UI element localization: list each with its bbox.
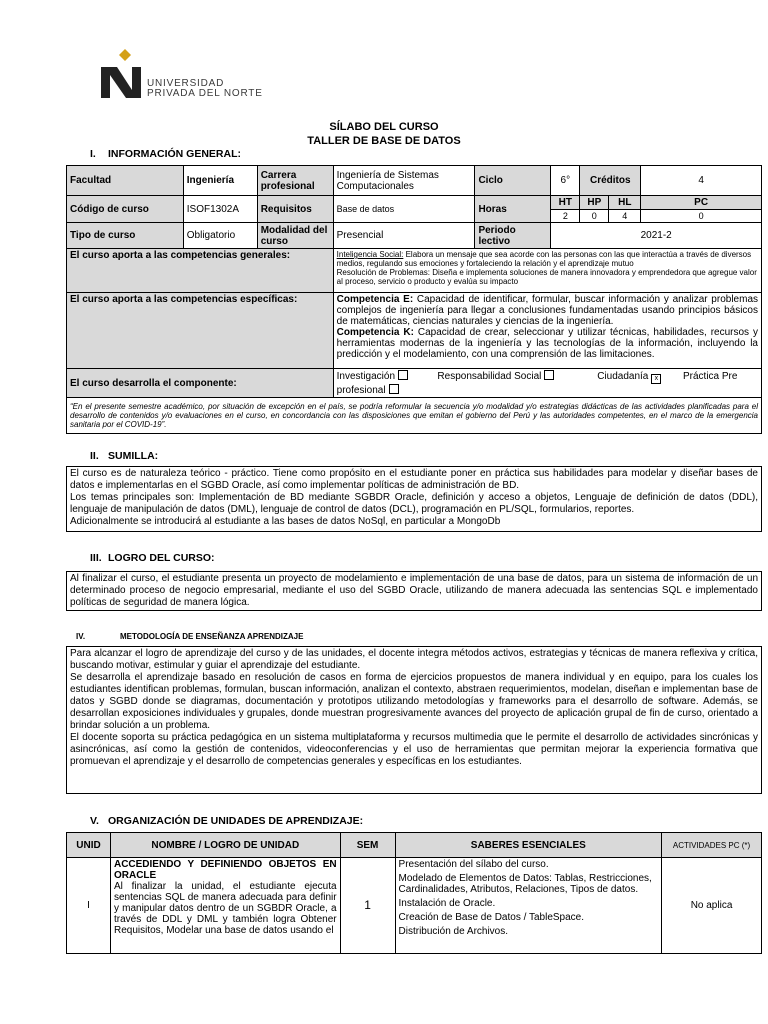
row1-nombre	[110, 858, 340, 954]
metodologia-p3: El docente soporta su práctica pedagógica en un sistema multiplataforma y recursos multimedia que le permite el desarrollo de actividades sincrónicas y asincrónicas, así como la gestión de contenidos, videoconferencias y el uso de herramientas que permitan mejorar la experiencia formativa que promuevan el aprendizaje y el desarrollo de competencias generales y específicas en los estudiantes.	[70, 732, 758, 767]
ciclo-value: 6°	[551, 166, 580, 196]
option-ciudadania[interactable]: Ciudadanía x	[597, 371, 680, 384]
logro-box	[66, 571, 762, 611]
creditos-value: 4	[641, 166, 762, 196]
col-saberes: SABERES ESENCIALES	[395, 833, 662, 858]
sumilla-p1: El curso es de naturaleza teórico - práctico. Tiene como propósito en el estudiante poner en práctica sus habilidades para modelar y diseñar bases de datos e implementarlas en el SGBD Oracle, así como implementar políticas de administración de BD.	[70, 468, 758, 491]
comp-e-text: Capacidad de identificar, formular, buscar información y analizar problemas complejos de ingeniería para llegar a conclusiones fundamentadas usando principios básicos de matemáticas, ciencias naturales y ciencias de la ingeniería.	[336, 294, 759, 327]
componente-label: El curso desarrolla el componente:	[67, 369, 334, 398]
checkbox-investigacion[interactable]	[398, 370, 408, 380]
row1-sem: 1	[340, 858, 395, 954]
sumilla-p2: Los temas principales son: Implementación de BD mediante SGBDR Oracle, definición y acceso a objetos, Lenguaje de definición de datos (DDL), lenguaje de manipulación de datos (DML), lenguaje de control de datos (DCL), programación en PL/SQL, formularios, reportes.	[70, 492, 758, 515]
col-actividades: ACTIVIDADES PC (*)	[662, 833, 762, 858]
ht-value: 2	[551, 210, 580, 223]
list-item: Creación de Base de Datos / TableSpace.	[398, 912, 585, 923]
section-3-heading: III. LOGRO DEL CURSO:	[90, 552, 215, 564]
option-responsabilidad[interactable]: Responsabilidad Social	[437, 370, 594, 382]
horas-label: Horas	[475, 196, 551, 223]
comp-k-text: Capacidad de crear, seleccionar y utilizar técnicas, habilidades, recursos y herramientas modernas de la ingeniería y las tecnologías de la información, incluyendo la predicción y el modelamiento, con una comprensión de las limitaciones.	[336, 327, 759, 360]
section-1-heading: I. INFORMACIÓN GENERAL:	[90, 148, 241, 160]
checkbox-practica[interactable]	[389, 384, 399, 394]
requisitos-value: Base de datos	[333, 196, 475, 223]
section-2-heading: II. SUMILLA:	[90, 450, 159, 462]
comp-gen-1-title: Inteligencia Social:	[336, 250, 404, 259]
comp-gen-2-title: Resolución de Problemas:	[336, 268, 431, 277]
comp-esp-cell	[333, 293, 761, 369]
comp-gen-label: El curso aporta a las competencias generales:	[67, 249, 334, 293]
logo-line-1: UNIVERSIDAD	[147, 78, 225, 89]
requisitos-label: Requisitos	[257, 196, 333, 223]
hl-value: 4	[609, 210, 641, 223]
comp-gen-2-text: Diseña e implementa soluciones de manera innovadora y emprendedora que agregue valor al proceso, servicio o producto y evalúa su impacto	[336, 268, 757, 286]
option-investigacion[interactable]: Investigación	[337, 370, 435, 382]
general-info-table	[66, 165, 762, 434]
hl-label: HL	[609, 196, 641, 210]
ht-label: HT	[551, 196, 580, 210]
comp-gen-cell	[333, 249, 761, 293]
modalidad-value: Presencial	[333, 223, 475, 249]
creditos-label: Créditos	[580, 166, 641, 196]
metodologia-p1: Para alcanzar el logro de aprendizaje del curso y de las unidades, el docente integra métodos activos, estrategias y técnicas de manera reflexiva y crítica, buscando motivar, estimular y guiar el aprendizaje del estudiante.	[70, 648, 758, 671]
table-row	[67, 858, 762, 954]
document-title: SÍLABO DEL CURSO	[329, 121, 439, 133]
facultad-value: Ingeniería	[183, 166, 257, 196]
checkbox-responsabilidad[interactable]	[544, 370, 554, 380]
section-5-heading: V. ORGANIZACIÓN DE UNIDADES DE APRENDIZAJE:	[90, 815, 364, 827]
row1-text: Al finalizar la unidad, el estudiante ejecuta sentencias SQL de manera adecuada para definir y manipular datos dentro de un SGBDR Oracle, a través de DDL y DML y también logra Obtener Requisitos, Modelar una base de datos usando el	[113, 881, 337, 936]
col-nombre: NOMBRE / LOGRO DE UNIDAD	[110, 833, 340, 858]
course-title: TALLER DE BASE DE DATOS	[307, 135, 461, 147]
col-unid: UNID	[67, 833, 111, 858]
metodologia-box	[66, 646, 762, 794]
periodo-label: Periodo lectivo	[475, 223, 551, 249]
modalidad-label: Modalidad del curso	[257, 223, 333, 249]
pc-value: 0	[641, 210, 762, 223]
tipo-label: Tipo de curso	[67, 223, 184, 249]
list-item: Modelado de Elementos de Datos: Tablas, Restricciones, Cardinalidades, Atributos, Relaciones, Tipos de datos.	[398, 873, 652, 895]
codigo-value: ISOF1302A	[183, 196, 257, 223]
list-item: Presentación del sílabo del curso.	[398, 859, 549, 870]
sumilla-p3: Adicionalmente se introducirá al estudiante a las bases de datos NoSql, en particular a MongoDb	[70, 516, 501, 527]
facultad-label: Facultad	[67, 166, 184, 196]
periodo-value: 2021-2	[551, 223, 762, 249]
covid-note: “En el presente semestre académico, por situación de excepción en el país, se podría reformular la secuencia y/o modalidad y/o estrategias didácticas de las actividades planificadas para el desarrollo de contenidos y/o evaluaciones en el curso, en concordancia con las disposiciones que emitan el gobierno del Perú y las autoridades competentes, en el marco de la emergencia sanitaria por el COVID-19”.	[67, 398, 762, 434]
comp-e-title: Competencia E:	[336, 294, 414, 305]
logo-line-2: PRIVADA DEL NORTE	[147, 88, 263, 99]
option-practica[interactable]: Práctica Pre profesional	[336, 371, 738, 396]
row1-unid: I	[67, 858, 111, 954]
checkbox-ciudadania[interactable]: x	[651, 374, 661, 384]
hp-value: 0	[580, 210, 609, 223]
row1-title: ACCEDIENDO Y DEFINIENDO OBJETOS EN ORACLE	[113, 859, 337, 881]
list-item: Instalación de Oracle.	[398, 898, 496, 909]
carrera-value: Ingeniería de Sistemas Computacionales	[333, 166, 475, 196]
tipo-value: Obligatorio	[183, 223, 257, 249]
logo-mark-icon	[98, 45, 148, 105]
metodologia-p2: Se desarrolla el aprendizaje basado en resolución de casos en forma de ejercicios propuestos de manera individual y en equipo, para los cuales los estudiantes identifican problemas, formulan, buscan información, analizan el contexto, abstraen requerimientos, modelan, diseñan e implementan base de datos y SGBD donde se diagramas, documentación y prototipos utilizando metodologías y frameworks para el desarrollo de software. Además, se desarrollan exposiciones individuales y grupales, donde muestran progresivamente avances del proyecto de aplicación grupal de fin de curso, orientado a brindar solución a un problema.	[70, 672, 758, 731]
logro-text: Al finalizar el curso, el estudiante presenta un proyecto de modelamiento e implementación de una base de datos, para un sistema de información de un determinado proceso de negocio empresarial, mediante el uso del SGBD Oracle, utilizando de manera adecuada las sentencias SQL e implementado políticas de seguridad de manera lógica.	[70, 573, 758, 608]
list-item: Distribución de Archivos.	[398, 926, 509, 937]
row1-saberes	[395, 858, 662, 954]
units-table	[66, 832, 762, 954]
sumilla-box	[66, 466, 762, 532]
comp-gen-1-text: Elabora un mensaje que sea acorde con las personas con las que interactúa a través de diversos medios, regulando sus emociones y fortaleciendo la relación y el aprendizaje mutuo	[336, 250, 752, 268]
comp-esp-label: El curso aporta a las competencias específicas:	[67, 293, 334, 369]
row1-actividades: No aplica	[662, 858, 762, 954]
col-sem: SEM	[340, 833, 395, 858]
section-4-heading: IV. METODOLOGÍA DE ENSEÑANZA APRENDIZAJE	[76, 632, 304, 641]
codigo-label: Código de curso	[67, 196, 184, 223]
university-logo	[98, 45, 278, 105]
carrera-label: Carrera profesional	[257, 166, 333, 196]
pc-label: PC	[641, 196, 762, 210]
comp-k-title: Competencia K:	[336, 327, 414, 338]
hp-label: HP	[580, 196, 609, 210]
componente-options	[333, 369, 761, 398]
ciclo-label: Ciclo	[475, 166, 551, 196]
